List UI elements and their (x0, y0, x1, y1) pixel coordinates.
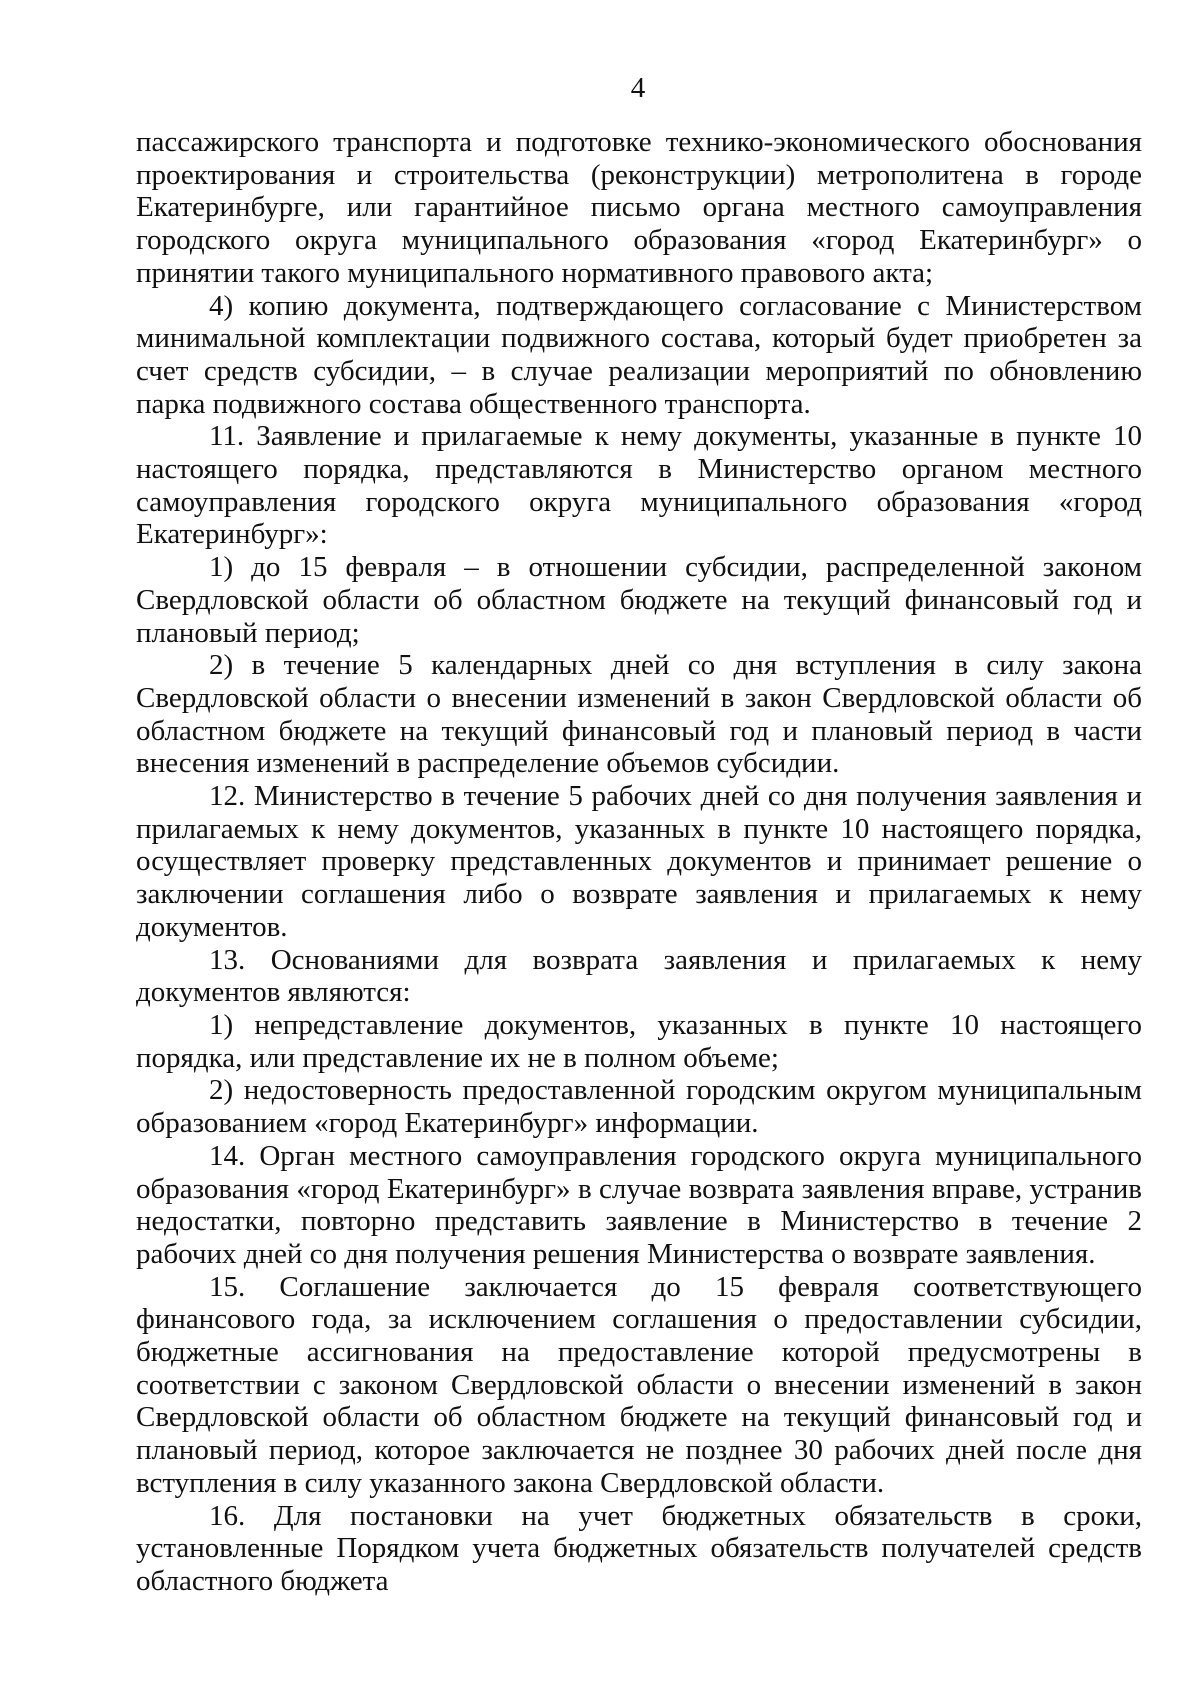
paragraph-clause-12: 12. Министерство в течение 5 рабочих дней со дня получения заявления и прилагаемых к нему документов, указанных в пункте 10 настоящего порядка, осуществляет проверку представленных документов и принимает решение о заключении соглашения либо о возврате заявления и прилагаемых к нему документов. (136, 780, 1142, 943)
paragraph-clause-13-item-1: 1) непредставление документов, указанных в пункте 10 настоящего порядка, или представление их не в полном объеме; (136, 1008, 1142, 1074)
paragraph-clause-13: 13. Основаниями для возврата заявления и прилагаемых к нему документов являются: (136, 943, 1142, 1009)
paragraph-clause-13-item-2: 2) недостоверность предоставленной городским округом муниципальным образованием «город Екатеринбург» информации. (136, 1074, 1142, 1140)
paragraph-clause-16: 16. Для постановки на учет бюджетных обязательств в сроки, установленные Порядком учета бюджетных обязательств получателей средств областного бюджета (136, 1499, 1142, 1597)
paragraph-clause-11: 11. Заявление и прилагаемые к нему документы, указанные в пункте 10 настоящего порядка, представляются в Министерство органом местного самоуправления городского округа муниципального образования «город Екатеринбург»: (136, 420, 1142, 551)
paragraph-item-4: 4) копию документа, подтверждающего согласование с Министерством минимальной комплектации подвижного состава, который будет приобретен за счет средств субсидии, – в случае реализации мероприятий по обновлению парка подвижного состава общественного транспорта. (136, 289, 1142, 420)
paragraph-clause-15: 15. Соглашение заключается до 15 февраля соответствующего финансового года, за исключением соглашения о предоставлении субсидии, бюджетные ассигнования на предоставление которой предусмотрены в соответствии с законом Свердловской области о внесении изменений в закон Свердловской области об областном бюджете на текущий финансовый год и плановый период, которое заключается не позднее 30 рабочих дней после дня вступления в силу указанного закона Свердловской области. (136, 1270, 1142, 1499)
paragraph-clause-11-item-2: 2) в течение 5 календарных дней со дня вступления в силу закона Свердловской области о внесении изменений в закон Свердловской области об областном бюджете на текущий финансовый год и плановый период в части внесения изменений в распределение объемов субсидии. (136, 649, 1142, 780)
paragraph-clause-14: 14. Орган местного самоуправления городского округа муниципального образования «город Екатеринбург» в случае возврата заявления вправе, устранив недостатки, повторно представить заявление в Министерство в течение 2 рабочих дней со дня получения решения Министерства о возврате заявления. (136, 1139, 1142, 1270)
paragraph-clause-11-item-1: 1) до 15 февраля – в отношении субсидии, распределенной законом Свердловской области об областном бюджете на текущий финансовый год и плановый период; (136, 551, 1142, 649)
page-number: 4 (630, 72, 646, 104)
paragraph-continuation: пассажирского транспорта и подготовке технико-экономического обоснования проектирования и строительства (реконструкции) метрополитена в городе Екатеринбурге, или гарантийное письмо органа местного самоуправления городского округа муниципального образования «город Екатеринбург» о принятии такого муниципального нормативного правового акта; (136, 126, 1142, 289)
document-body (136, 126, 1142, 1598)
